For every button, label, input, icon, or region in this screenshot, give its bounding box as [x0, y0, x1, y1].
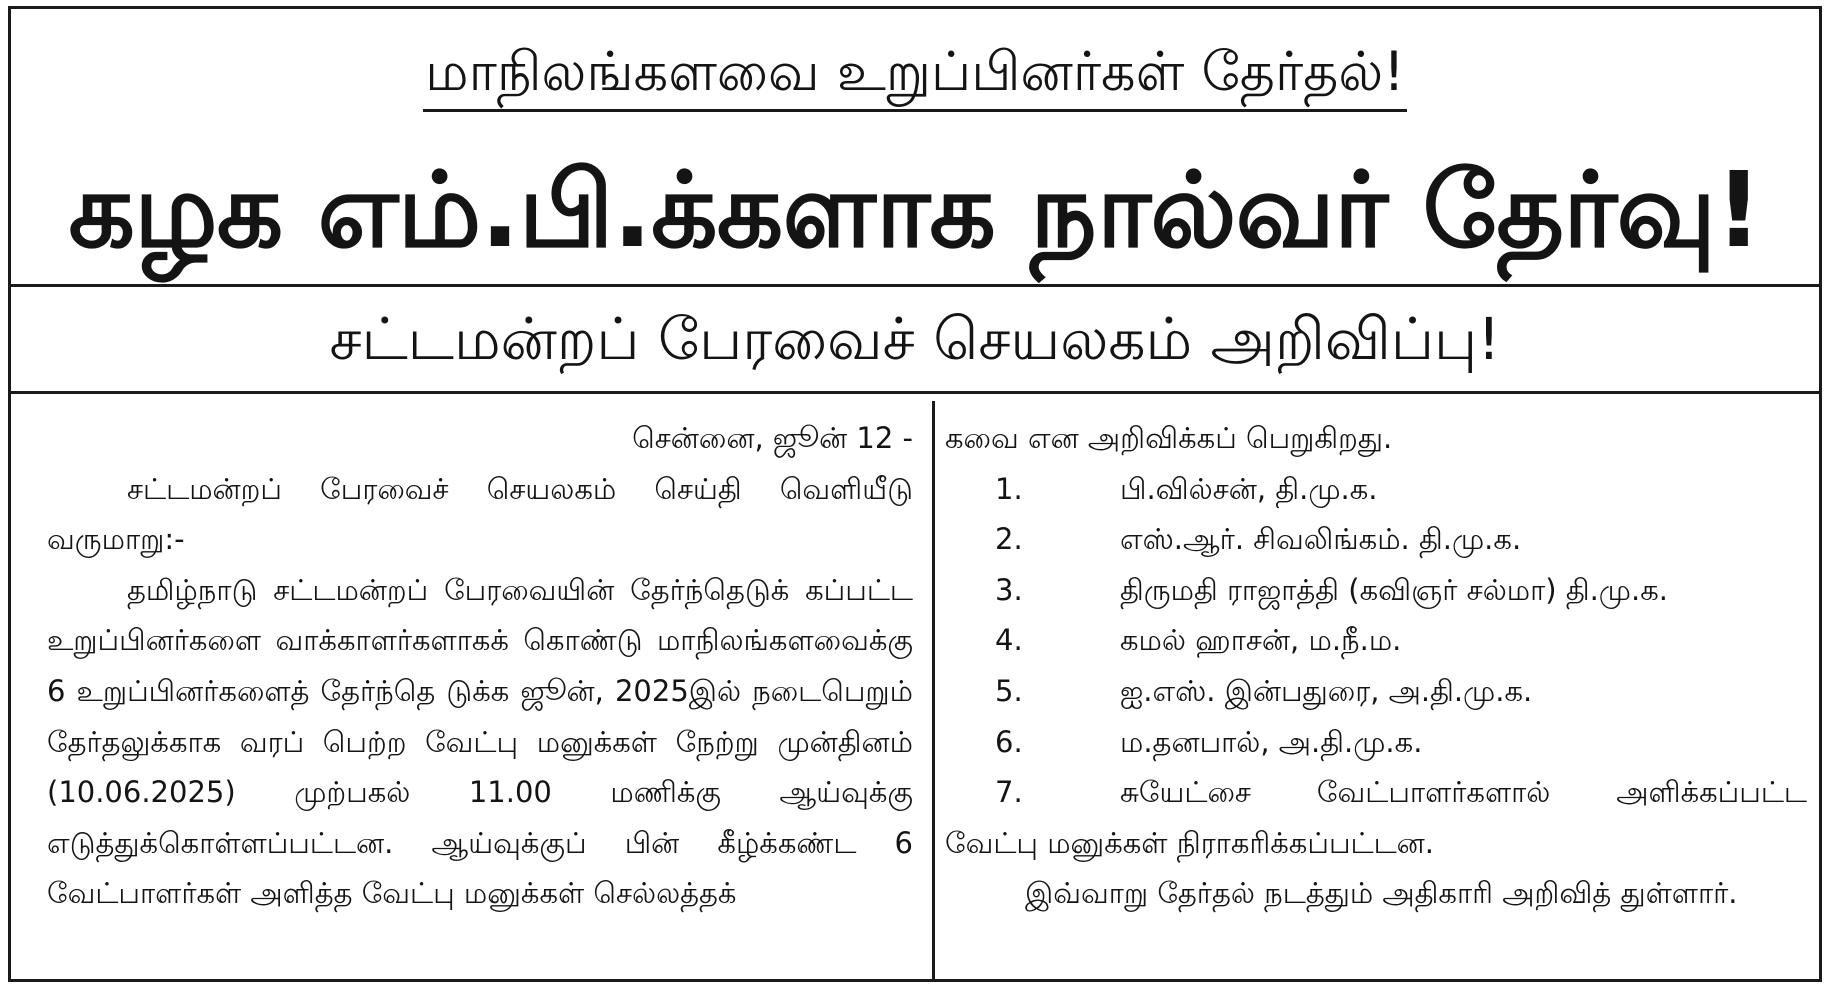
candidate-item [945, 717, 1807, 768]
item-number: 5. [995, 673, 1023, 708]
candidate-name: ம.தனபால், அ.தி.மு.க. [1120, 724, 1423, 759]
column-divider [932, 401, 935, 981]
item-number: 4. [995, 623, 1023, 658]
dateline: சென்னை, ஜூன் 12 - [632, 421, 913, 455]
candidate-item [945, 514, 1807, 565]
body-paragraph: தமிழ்நாடு சட்டமன்றப் பேரவையின் தேர்ந்தெடுக் கப்பட்ட உறுப்பினர்களை வாக்காளர்களாகக் கொண்டு மாநிலங்களவைக்கு 6 உறுப்பினர்களைத் தேர்ந்தெ டுக்க ஜூன், 2025இல் நடைபெறும் தேர்தலுக்காக வரப் பெற்ற வேட்பு மனுக்கள் நேற்று முன்தினம் (10.06.2025) முற்பகல் 11.00 மணிக்கு ஆய்வுக்கு எடுத்துக்கொள்ளப்பட்டன. ஆய்வுக்குப் பின் கீழ்க்கண்ட 6 வேட்பாளர்கள் அளித்த வேட்பு மனுக்கள் செல்லத்தக் [47, 572, 913, 911]
divider-rule [11, 391, 1819, 394]
candidate-name: கமல் ஹாசன், ம.நீ.ம. [1120, 623, 1402, 658]
item-number: 7. [995, 775, 1023, 810]
left-column [47, 413, 913, 919]
closing-paragraph: இவ்வாறு தேர்தல் நடத்தும் அதிகாரி அறிவித் துள்ளார். [1025, 876, 1738, 911]
rejected-item [945, 767, 1807, 818]
rejected-text: சுயேட்சை வேட்பாளர்களால் அளிக்கப்பட்ட [1120, 775, 1807, 810]
body-paragraph: கவை என அறிவிக்கப் பெறுகிறது. [945, 421, 1393, 455]
candidate-name: ஐ.எஸ். இன்பதுரை, அ.தி.மு.க. [1120, 673, 1533, 708]
candidate-name: திருமதி ராஜாத்தி (கவிஞர் சல்மா) தி.மு.க. [1120, 572, 1668, 607]
article-frame [8, 6, 1822, 982]
candidate-item [945, 615, 1807, 666]
candidate-item [945, 565, 1807, 616]
headline: கழக எம்.பி.க்களாக நால்வர் தேர்வு! [68, 149, 1762, 271]
right-column [945, 413, 1807, 919]
item-number: 6. [995, 724, 1023, 759]
kicker-text: மாநிலங்களவை உறுப்பினர்கள் தேர்தல்! [423, 37, 1407, 112]
kicker-heading [11, 37, 1819, 112]
candidate-name: எஸ்.ஆர். சிவலிங்கம். தி.மு.க. [1120, 522, 1522, 557]
divider-rule [11, 284, 1819, 287]
item-number: 2. [995, 522, 1023, 557]
candidate-item [945, 464, 1807, 515]
subheading: சட்டமன்றப் பேரவைச் செயலகம் அறிவிப்பு! [329, 305, 1501, 373]
rejected-text-continued: வேட்பு மனுக்கள் நிராகரிக்கப்பட்டன. [945, 825, 1435, 860]
item-number: 1. [995, 471, 1023, 506]
candidate-item [945, 666, 1807, 717]
body-paragraph: சட்டமன்றப் பேரவைச் செயலகம் செய்தி வெளியீடு வருமாறு:- [47, 471, 913, 557]
item-number: 3. [995, 572, 1023, 607]
candidate-name: பி.வில்சன், தி.மு.க. [1120, 471, 1378, 506]
